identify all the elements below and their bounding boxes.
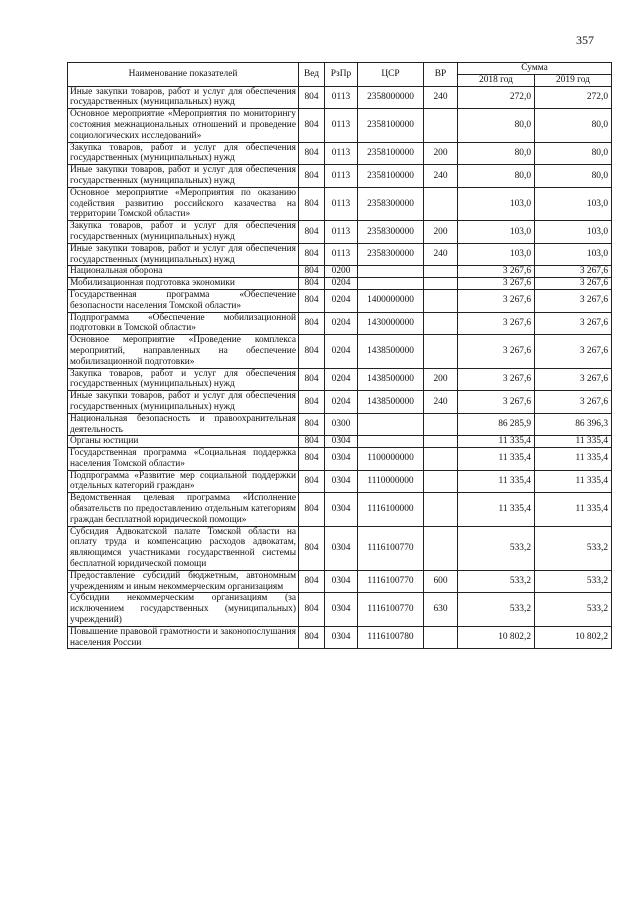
cell-rzpr: 0113 [325, 243, 358, 266]
cell-2018: 80,0 [458, 109, 535, 142]
cell-ved: 804 [299, 413, 325, 436]
header-2019: 2019 год [535, 74, 612, 86]
cell-csr: 1116100780 [358, 626, 424, 649]
table-row [68, 142, 612, 165]
cell-csr: 2358000000 [358, 86, 424, 109]
cell-ved: 804 [299, 436, 325, 448]
header-vr: ВР [424, 63, 458, 87]
cell-rzpr: 0304 [325, 448, 358, 471]
cell-rzpr: 0200 [325, 266, 358, 278]
cell-rzpr: 0304 [325, 570, 358, 593]
cell-2019: 80,0 [535, 142, 612, 165]
table-row [68, 448, 612, 471]
cell-2018: 533,2 [458, 570, 535, 593]
cell-2019: 11 335,4 [535, 493, 612, 526]
cell-rzpr: 0113 [325, 109, 358, 142]
cell-ved: 804 [299, 243, 325, 266]
cell-csr: 1116100000 [358, 493, 424, 526]
cell-csr: 1438500000 [358, 391, 424, 414]
cell-csr: 1116100770 [358, 593, 424, 626]
cell-name: Закупка товаров, работ и услуг для обеспечения государственных (муниципальных) нужд [68, 142, 299, 165]
cell-name: Мобилизационная подготовка экономики [68, 278, 299, 290]
table-row [68, 626, 612, 649]
cell-2018: 80,0 [458, 165, 535, 188]
cell-2018: 3 267,6 [458, 312, 535, 335]
cell-2019: 533,2 [535, 570, 612, 593]
cell-name: Закупка товаров, работ и услуг для обеспечения государственных (муниципальных) нужд [68, 368, 299, 391]
cell-rzpr: 0304 [325, 436, 358, 448]
cell-ved: 804 [299, 221, 325, 244]
cell-name: Основное мероприятие «Проведение комплекса мероприятий, направленных на обеспечение мобилизационной подготовки» [68, 335, 299, 368]
cell-vr: 240 [424, 86, 458, 109]
cell-name: Субсидии некоммерческим организациям (за исключением государственных (муниципальных) учреждений) [68, 593, 299, 626]
cell-2019: 80,0 [535, 109, 612, 142]
cell-rzpr: 0304 [325, 493, 358, 526]
cell-2019: 103,0 [535, 221, 612, 244]
cell-2019: 11 335,4 [535, 448, 612, 471]
cell-2018: 11 335,4 [458, 470, 535, 493]
cell-rzpr: 0304 [325, 593, 358, 626]
cell-rzpr: 0204 [325, 368, 358, 391]
cell-ved: 804 [299, 335, 325, 368]
table-row [68, 436, 612, 448]
cell-csr [358, 278, 424, 290]
cell-rzpr: 0304 [325, 470, 358, 493]
table-row [68, 312, 612, 335]
cell-vr [424, 470, 458, 493]
table-row [68, 165, 612, 188]
cell-csr: 2358100000 [358, 109, 424, 142]
cell-vr: 240 [424, 243, 458, 266]
table-row [68, 493, 612, 526]
cell-ved: 804 [299, 142, 325, 165]
cell-csr [358, 413, 424, 436]
cell-csr: 1438500000 [358, 368, 424, 391]
cell-vr: 240 [424, 165, 458, 188]
cell-vr: 200 [424, 221, 458, 244]
cell-csr: 1116100770 [358, 526, 424, 570]
cell-name: Повышение правовой грамотности и законопослушания населения России [68, 626, 299, 649]
cell-2018: 3 267,6 [458, 368, 535, 391]
cell-vr: 200 [424, 142, 458, 165]
cell-2018: 3 267,6 [458, 391, 535, 414]
cell-2019: 10 802,2 [535, 626, 612, 649]
cell-csr: 1110000000 [358, 470, 424, 493]
cell-rzpr: 0113 [325, 187, 358, 220]
cell-ved: 804 [299, 448, 325, 471]
cell-rzpr: 0204 [325, 335, 358, 368]
cell-csr: 2358300000 [358, 243, 424, 266]
cell-name: Основное мероприятие «Мероприятия по оказанию содействия развитию российского казачества на территории Томской области» [68, 187, 299, 220]
cell-2018: 3 267,6 [458, 335, 535, 368]
cell-2018: 3 267,6 [458, 278, 535, 290]
cell-name: Иные закупки товаров, работ и услуг для обеспечения государственных (муниципальных) нужд [68, 86, 299, 109]
table-row [68, 221, 612, 244]
cell-ved: 804 [299, 470, 325, 493]
cell-name: Субсидия Адвокатской палате Томской области на оплату труда и компенсацию расходов адвокатам, являющимся участниками государственной системы бесплатной юридической помощи [68, 526, 299, 570]
budget-table [67, 62, 612, 649]
cell-2018: 11 335,4 [458, 448, 535, 471]
cell-vr [424, 626, 458, 649]
table-row [68, 86, 612, 109]
cell-rzpr: 0300 [325, 413, 358, 436]
cell-ved: 804 [299, 289, 325, 312]
cell-2018: 103,0 [458, 187, 535, 220]
cell-ved: 804 [299, 187, 325, 220]
cell-ved: 804 [299, 570, 325, 593]
cell-2019: 533,2 [535, 593, 612, 626]
cell-2019: 3 267,6 [535, 312, 612, 335]
cell-ved: 804 [299, 109, 325, 142]
cell-2018: 3 267,6 [458, 266, 535, 278]
table-row [68, 109, 612, 142]
cell-vr [424, 493, 458, 526]
cell-ved: 804 [299, 526, 325, 570]
cell-ved: 804 [299, 493, 325, 526]
cell-2018: 86 285,9 [458, 413, 535, 436]
table-row [68, 526, 612, 570]
cell-rzpr: 0204 [325, 278, 358, 290]
table-row [68, 368, 612, 391]
cell-csr: 1116100770 [358, 570, 424, 593]
cell-vr [424, 278, 458, 290]
cell-name: Ведомственная целевая программа «Исполнение обязательств по предоставлению отдельным категориям граждан бесплатной юридической помощи» [68, 493, 299, 526]
cell-2019: 533,2 [535, 526, 612, 570]
table-row [68, 593, 612, 626]
cell-2019: 80,0 [535, 165, 612, 188]
cell-name: Предоставление субсидий бюджетным, автономным учреждениям и иным некоммерческим организациям [68, 570, 299, 593]
cell-2018: 533,2 [458, 526, 535, 570]
cell-2018: 11 335,4 [458, 493, 535, 526]
page-number: 357 [576, 33, 594, 47]
cell-csr [358, 266, 424, 278]
header-name: Наименование показателей [68, 63, 299, 87]
cell-name: Иные закупки товаров, работ и услуг для обеспечения государственных (муниципальных) нужд [68, 165, 299, 188]
table-row [68, 266, 612, 278]
header-csr: ЦСР [358, 63, 424, 87]
cell-ved: 804 [299, 312, 325, 335]
table-row [68, 413, 612, 436]
table-row [68, 289, 612, 312]
cell-rzpr: 0204 [325, 289, 358, 312]
cell-vr: 240 [424, 391, 458, 414]
cell-vr [424, 448, 458, 471]
cell-csr: 1100000000 [358, 448, 424, 471]
header-ved: Вед [299, 63, 325, 87]
cell-vr: 600 [424, 570, 458, 593]
cell-vr [424, 526, 458, 570]
cell-2018: 80,0 [458, 142, 535, 165]
cell-rzpr: 0113 [325, 221, 358, 244]
cell-rzpr: 0304 [325, 526, 358, 570]
table-row [68, 278, 612, 290]
cell-vr [424, 187, 458, 220]
cell-2019: 3 267,6 [535, 289, 612, 312]
cell-name: Национальная безопасность и правоохранительная деятельность [68, 413, 299, 436]
cell-ved: 804 [299, 368, 325, 391]
cell-ved: 804 [299, 165, 325, 188]
cell-vr [424, 335, 458, 368]
table-row [68, 187, 612, 220]
cell-vr: 200 [424, 368, 458, 391]
cell-vr [424, 312, 458, 335]
cell-2019: 3 267,6 [535, 368, 612, 391]
table-row [68, 570, 612, 593]
cell-2019: 272,0 [535, 86, 612, 109]
cell-vr: 630 [424, 593, 458, 626]
cell-2018: 11 335,4 [458, 436, 535, 448]
cell-csr: 2358300000 [358, 187, 424, 220]
cell-rzpr: 0304 [325, 626, 358, 649]
cell-name: Подпрограмма «Обеспечение мобилизационной подготовки в Томской области» [68, 312, 299, 335]
cell-vr [424, 266, 458, 278]
cell-2018: 10 802,2 [458, 626, 535, 649]
table-row [68, 391, 612, 414]
cell-name: Государственная программа «Социальная поддержка населения Томской области» [68, 448, 299, 471]
cell-rzpr: 0113 [325, 142, 358, 165]
cell-ved: 804 [299, 593, 325, 626]
cell-ved: 804 [299, 86, 325, 109]
table-row [68, 335, 612, 368]
cell-name: Подпрограмма «Развитие мер социальной поддержки отдельных категорий граждан» [68, 470, 299, 493]
cell-csr: 1438500000 [358, 335, 424, 368]
cell-2018: 533,2 [458, 593, 535, 626]
cell-ved: 804 [299, 278, 325, 290]
cell-vr [424, 109, 458, 142]
cell-csr: 2358300000 [358, 221, 424, 244]
cell-vr [424, 413, 458, 436]
table-row [68, 470, 612, 493]
cell-2019: 3 267,6 [535, 278, 612, 290]
cell-name: Иные закупки товаров, работ и услуг для обеспечения государственных (муниципальных) нужд [68, 243, 299, 266]
cell-vr [424, 436, 458, 448]
cell-name: Органы юстиции [68, 436, 299, 448]
cell-2018: 103,0 [458, 243, 535, 266]
cell-2018: 103,0 [458, 221, 535, 244]
cell-name: Национальная оборона [68, 266, 299, 278]
cell-2019: 103,0 [535, 187, 612, 220]
cell-2019: 3 267,6 [535, 335, 612, 368]
header-2018: 2018 год [458, 74, 535, 86]
cell-ved: 804 [299, 266, 325, 278]
cell-2019: 3 267,6 [535, 266, 612, 278]
cell-2019: 11 335,4 [535, 436, 612, 448]
cell-2019: 103,0 [535, 243, 612, 266]
cell-ved: 804 [299, 391, 325, 414]
cell-csr [358, 436, 424, 448]
cell-2019: 3 267,6 [535, 391, 612, 414]
header-sum: Сумма [458, 63, 612, 75]
cell-rzpr: 0204 [325, 312, 358, 335]
cell-csr: 1430000000 [358, 312, 424, 335]
cell-name: Основное мероприятие «Мероприятия по мониторингу состояния межнациональных отношений и проведение социологических исследований» [68, 109, 299, 142]
cell-name: Иные закупки товаров, работ и услуг для обеспечения государственных (муниципальных) нужд [68, 391, 299, 414]
table-row [68, 243, 612, 266]
cell-name: Государственная программа «Обеспечение безопасности населения Томской области» [68, 289, 299, 312]
cell-rzpr: 0113 [325, 165, 358, 188]
cell-name: Закупка товаров, работ и услуг для обеспечения государственных (муниципальных) нужд [68, 221, 299, 244]
cell-2019: 11 335,4 [535, 470, 612, 493]
cell-2018: 272,0 [458, 86, 535, 109]
cell-csr: 2358100000 [358, 165, 424, 188]
cell-rzpr: 0113 [325, 86, 358, 109]
cell-2019: 86 396,3 [535, 413, 612, 436]
cell-vr [424, 289, 458, 312]
cell-csr: 2358100000 [358, 142, 424, 165]
header-rzpr: РзПр [325, 63, 358, 87]
cell-ved: 804 [299, 626, 325, 649]
cell-2018: 3 267,6 [458, 289, 535, 312]
cell-csr: 1400000000 [358, 289, 424, 312]
cell-rzpr: 0204 [325, 391, 358, 414]
